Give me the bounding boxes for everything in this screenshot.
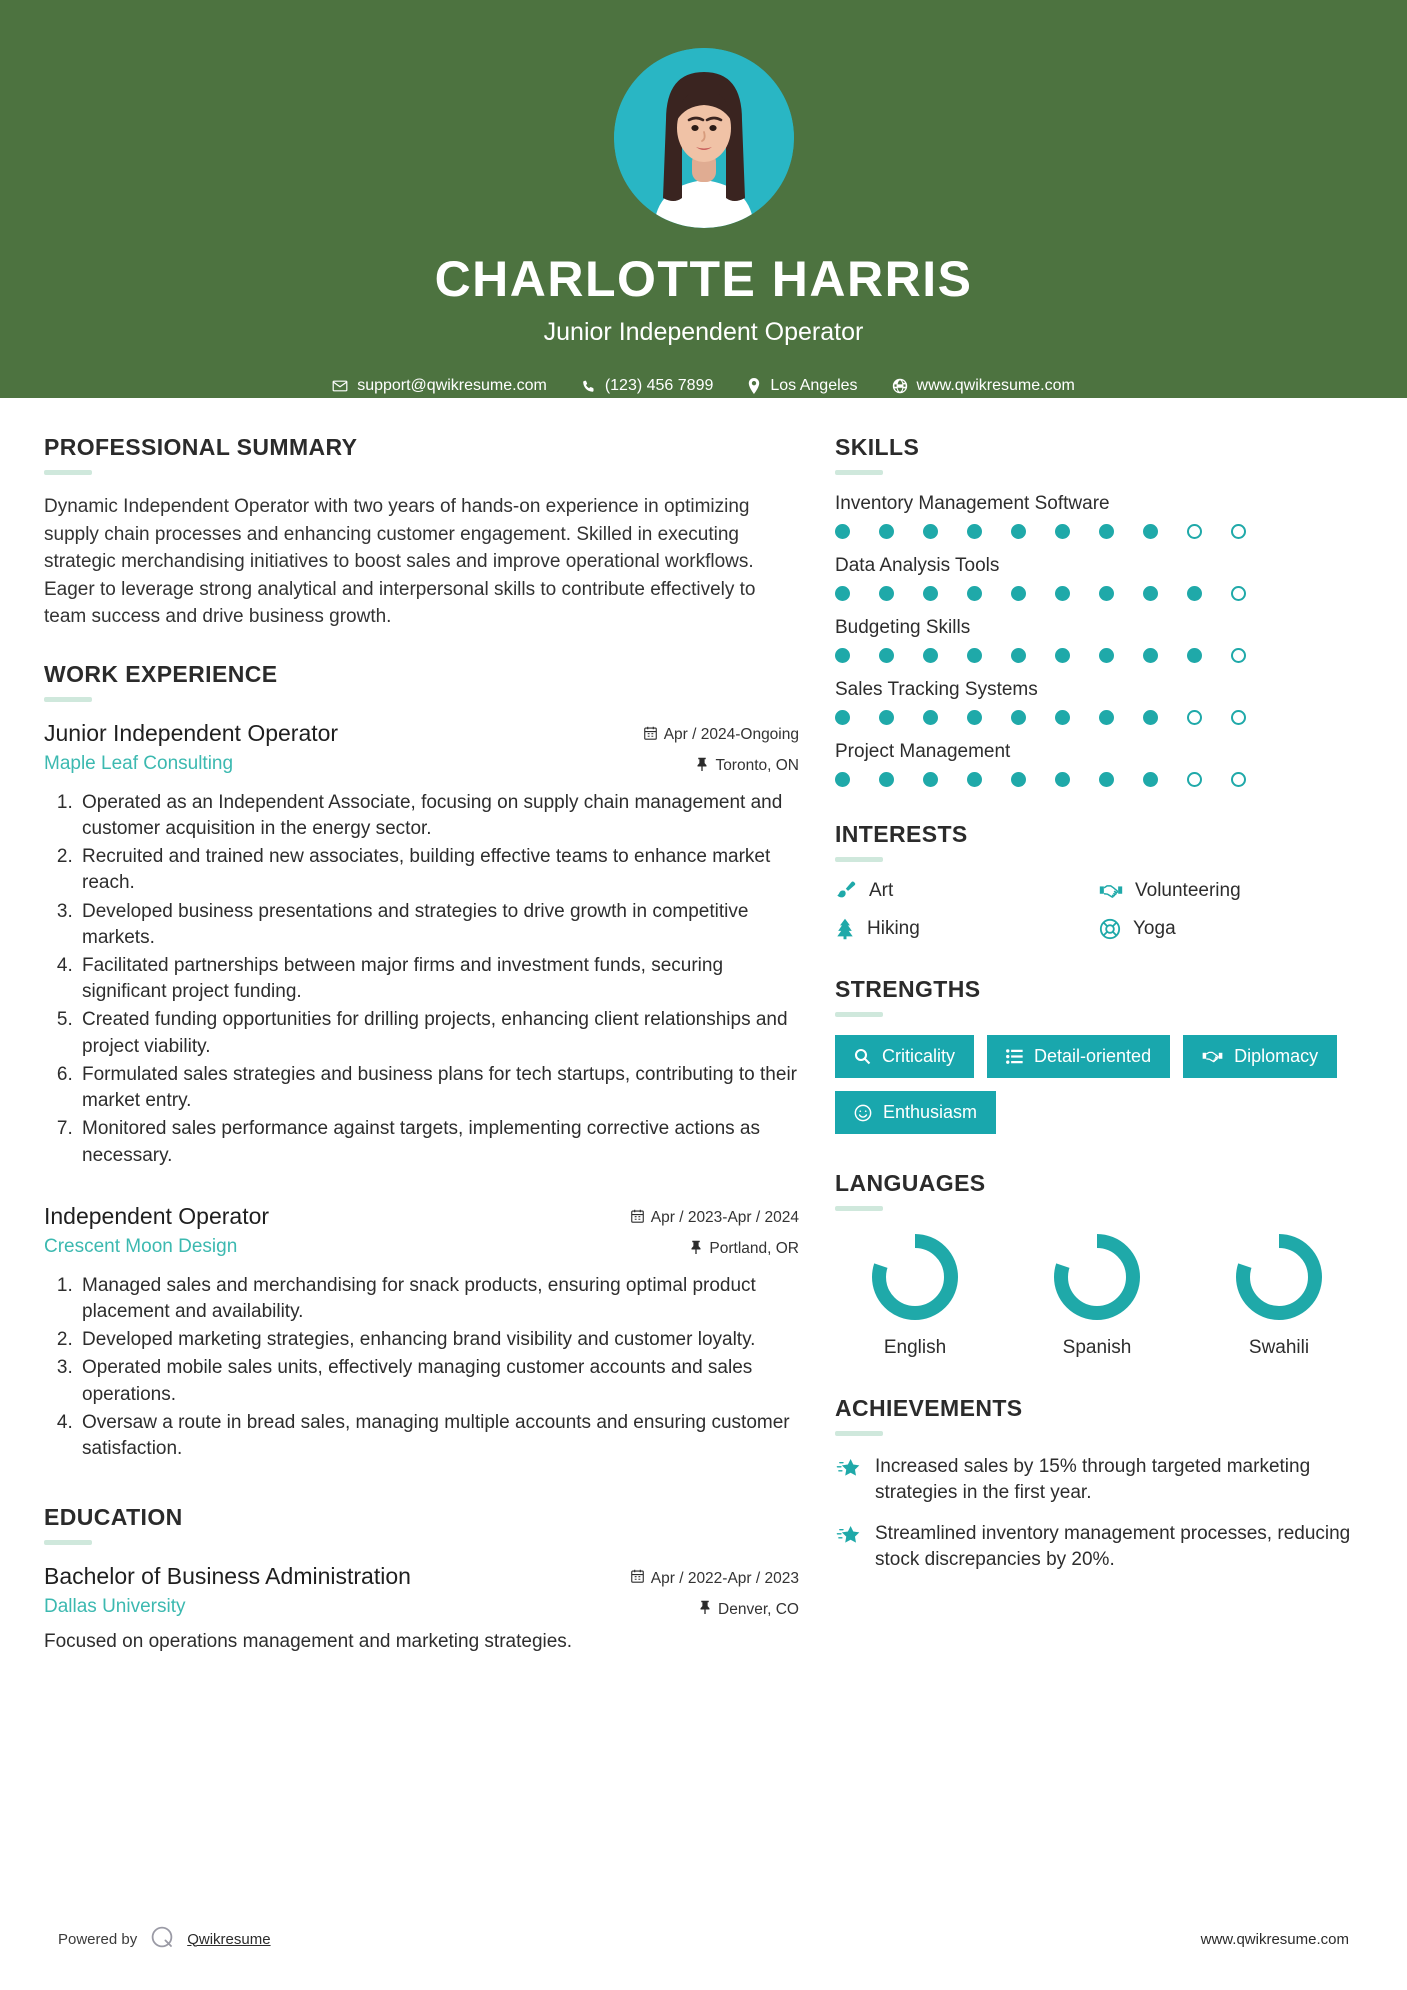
- section-rule: [835, 1012, 883, 1017]
- interest-item: [1099, 918, 1363, 940]
- resume-body: [0, 398, 1407, 1683]
- skill-dot-filled: [1011, 772, 1026, 787]
- education-location: Denver, CO: [718, 1600, 799, 1618]
- skill-dot-cell: [1099, 524, 1143, 539]
- skill-dot-filled: [879, 710, 894, 725]
- contact-location-text: Los Angeles: [770, 377, 858, 394]
- location-pin-icon: [747, 378, 761, 394]
- education-note: Focused on operations management and marketing strategies.: [44, 1631, 573, 1653]
- interest-item: [835, 918, 1099, 940]
- skill-dot-cell: [1143, 586, 1187, 601]
- envelope-icon: [332, 378, 348, 394]
- skill-dot-cell: [1055, 648, 1099, 663]
- right-column: [835, 434, 1363, 1683]
- education-location-line: [589, 1600, 799, 1619]
- candidate-name: CHARLOTTE HARRIS: [434, 251, 973, 307]
- section-strengths: [835, 976, 1363, 1134]
- skill-dot-filled: [1055, 586, 1070, 601]
- achievement-text: Increased sales by 15% through targeted marketing strategies in the first year.: [875, 1456, 1311, 1503]
- skill-dot-filled: [1143, 586, 1158, 601]
- skill-dot-cell: [1055, 586, 1099, 601]
- skill-dot-cell: [967, 586, 1011, 601]
- section-rule: [835, 857, 883, 862]
- pushpin-icon: [696, 757, 708, 776]
- skill-dot-filled: [879, 586, 894, 601]
- section-skills: [835, 434, 1363, 787]
- job-bullet: 3. Developed business presentations and strategies to drive growth in competitive markets.: [78, 899, 799, 951]
- interests-grid: [835, 880, 1363, 940]
- achievement-item: [835, 1454, 1363, 1505]
- interest-label: Hiking: [867, 918, 920, 939]
- footer-website[interactable]: www.qwikresume.com: [1200, 1930, 1349, 1948]
- skill-item: [835, 741, 1363, 787]
- handshake-icon: [1099, 880, 1123, 902]
- strengths-heading: STRENGTHS: [835, 976, 981, 1002]
- section-rule: [44, 1540, 92, 1545]
- skill-dot-filled: [1099, 586, 1114, 601]
- skill-dot-cell: [923, 772, 967, 787]
- language-item: [1017, 1229, 1177, 1359]
- summary-text: Dynamic Independent Operator with two years of hands-on experience in optimizing supply chain processes and enhancing customer engagement. Skilled in executing strategic merchandising initiatives to boost sales and improve operational workflows. Eager to leverage strong analytical and interpersonal skills to contribute effectively to team success and drive business growth.: [44, 496, 756, 628]
- section-languages: [835, 1170, 1363, 1359]
- magnifier-icon: [854, 1048, 871, 1065]
- contact-email[interactable]: [315, 377, 564, 395]
- skill-dot-filled: [967, 586, 982, 601]
- skill-dot-filled: [1011, 648, 1026, 663]
- job-bullet: 1. Operated as an Independent Associate, focusing on supply chain management and customer acquisition in the energy sector.: [78, 790, 799, 842]
- skill-label: Budgeting Skills: [835, 617, 971, 638]
- achievement-item: [835, 1521, 1363, 1572]
- degree-title: Bachelor of Business Administration: [44, 1563, 411, 1590]
- skill-dot-cell: [1231, 586, 1275, 601]
- skill-dot-cell: [1011, 710, 1055, 725]
- skill-dot-cell: [1099, 710, 1143, 725]
- job-bullet: 6. Formulated sales strategies and business plans for tech startups, contributing to their market entry.: [78, 1062, 799, 1114]
- job-bullet: 4. Oversaw a route in bread sales, managing multiple accounts and ensuring customer satisfaction.: [78, 1410, 799, 1462]
- job-bullet: 5. Created funding opportunities for drilling projects, enhancing client relationships and project viability.: [78, 1007, 799, 1059]
- strength-chip-criticality[interactable]: [835, 1035, 974, 1078]
- skill-dot-cell: [967, 524, 1011, 539]
- education-entry-head: [44, 1563, 799, 1619]
- candidate-title: Junior Independent Operator: [543, 318, 864, 346]
- language-donut: [1049, 1229, 1145, 1325]
- skill-dot-cell: [1099, 648, 1143, 663]
- skill-dot-cell: [835, 524, 879, 539]
- skill-dot-cell: [1187, 772, 1231, 787]
- interest-item: [835, 880, 1099, 902]
- skill-dot-filled: [923, 710, 938, 725]
- skill-dot-filled: [835, 524, 850, 539]
- job-company: Maple Leaf Consulting: [44, 752, 234, 774]
- skill-dot-cell: [1187, 648, 1231, 663]
- skill-dot-filled: [1011, 586, 1026, 601]
- education-heading: EDUCATION: [44, 1504, 183, 1531]
- contact-phone-text: (123) 456 7899: [604, 377, 714, 394]
- skill-dot-cell: [1143, 524, 1187, 539]
- section-work-experience: [44, 661, 799, 1463]
- skill-dot-empty: [1231, 524, 1246, 539]
- section-education: [44, 1504, 799, 1653]
- avatar: [614, 48, 794, 228]
- skill-dot-filled: [1055, 648, 1070, 663]
- skill-dot-cell: [967, 710, 1011, 725]
- skill-dot-filled: [1099, 524, 1114, 539]
- skill-dot-cell: [1231, 710, 1275, 725]
- skill-dot-filled: [1187, 586, 1202, 601]
- language-donut: [1231, 1229, 1327, 1325]
- strength-label: Detail-oriented: [1034, 1046, 1152, 1066]
- pushpin-icon: [699, 1600, 711, 1619]
- education-entry: [44, 1563, 799, 1653]
- job-company: Crescent Moon Design: [44, 1235, 238, 1257]
- skill-dot-filled: [967, 524, 982, 539]
- skill-dot-cell: [1011, 586, 1055, 601]
- avatar-photo: [614, 48, 794, 228]
- section-rule: [835, 1431, 883, 1436]
- section-summary: [44, 434, 799, 631]
- skill-dot-cell: [1099, 586, 1143, 601]
- skill-dot-filled: [923, 524, 938, 539]
- skill-dot-cell: [1231, 648, 1275, 663]
- skill-dot-cell: [835, 648, 879, 663]
- skill-label: Sales Tracking Systems: [835, 679, 1038, 700]
- education-dates: Apr / 2022-Apr / 2023: [650, 1569, 799, 1587]
- skill-dot-filled: [967, 772, 982, 787]
- job-location-line: [589, 757, 799, 776]
- job-location: Toronto, ON: [715, 757, 799, 775]
- lifebuoy-icon: [1099, 918, 1121, 940]
- skill-dot-filled: [1143, 772, 1158, 787]
- skill-dot-cell: [923, 648, 967, 663]
- contact-website[interactable]: [875, 377, 1092, 395]
- footer-brand-link[interactable]: Qwikresume: [187, 1930, 271, 1948]
- skill-dot-cell: [835, 772, 879, 787]
- skill-dot-cell: [923, 586, 967, 601]
- page-footer: [0, 1924, 1407, 1954]
- skills-heading: SKILLS: [835, 434, 920, 460]
- skill-dot-filled: [835, 772, 850, 787]
- skill-dot-empty: [1187, 710, 1202, 725]
- list-icon: [1006, 1049, 1023, 1064]
- skill-dot-filled: [1011, 524, 1026, 539]
- skill-dot-filled: [1055, 772, 1070, 787]
- skill-dot-filled: [923, 586, 938, 601]
- skill-dot-empty: [1231, 772, 1246, 787]
- strengths-list: [835, 1035, 1363, 1134]
- job-bullet: 2. Developed marketing strategies, enhancing brand visibility and customer loyalty.: [78, 1327, 799, 1353]
- skill-dot-cell: [1011, 648, 1055, 663]
- job-bullet: 3. Operated mobile sales units, effectively managing customer accounts and sales operations.: [78, 1355, 799, 1407]
- work-entry-head: [44, 720, 799, 776]
- skill-dot-empty: [1231, 710, 1246, 725]
- job-role: Junior Independent Operator: [44, 719, 339, 746]
- phone-icon: [581, 379, 596, 394]
- skill-dot-filled: [923, 648, 938, 663]
- resume-header: [0, 0, 1407, 398]
- skill-dot-cell: [835, 710, 879, 725]
- skill-dot-cell: [1055, 524, 1099, 539]
- skill-dot-filled: [1143, 648, 1158, 663]
- skill-dot-filled: [1055, 710, 1070, 725]
- strength-chip-enthusiasm[interactable]: [835, 1091, 996, 1134]
- skill-dot-cell: [835, 586, 879, 601]
- calendar-icon: [644, 726, 657, 745]
- work-entry: [44, 1203, 799, 1463]
- summary-heading: PROFESSIONAL SUMMARY: [44, 434, 358, 460]
- skill-dot-empty: [1187, 524, 1202, 539]
- skill-dot-cell: [1187, 524, 1231, 539]
- skill-item: [835, 555, 1363, 601]
- skill-label: Project Management: [835, 741, 1011, 762]
- language-donut: [867, 1229, 963, 1325]
- contact-row: [0, 377, 1407, 395]
- star-badge-icon: [835, 1454, 861, 1486]
- work-entry: [44, 720, 799, 1169]
- skill-rating: [835, 648, 1363, 663]
- skill-label: Inventory Management Software: [835, 493, 1110, 514]
- achievements-heading: ACHIEVEMENTS: [835, 1395, 1023, 1421]
- job-location: Portland, OR: [709, 1240, 799, 1258]
- paintbrush-icon: [835, 880, 857, 902]
- skill-dot-cell: [879, 524, 923, 539]
- tree-icon: [835, 918, 855, 940]
- skill-dot-filled: [835, 586, 850, 601]
- skill-dot-cell: [879, 586, 923, 601]
- language-label: Swahili: [1248, 1337, 1310, 1358]
- section-rule: [44, 697, 92, 702]
- skill-dot-filled: [1143, 524, 1158, 539]
- skill-dot-cell: [967, 648, 1011, 663]
- school-name: Dallas University: [44, 1596, 186, 1618]
- skill-dot-filled: [835, 648, 850, 663]
- skill-item: [835, 493, 1363, 539]
- skill-dot-cell: [1143, 772, 1187, 787]
- skill-dot-filled: [879, 772, 894, 787]
- contact-email-text: support@qwikresume.com: [357, 377, 547, 394]
- skill-dot-cell: [1099, 772, 1143, 787]
- skill-dot-cell: [879, 772, 923, 787]
- skill-dot-filled: [967, 648, 982, 663]
- smiley-icon: [854, 1104, 872, 1122]
- skill-dot-empty: [1231, 586, 1246, 601]
- job-meta: [589, 720, 799, 776]
- skill-dot-cell: [1231, 772, 1275, 787]
- contact-website-text: www.qwikresume.com: [916, 377, 1075, 394]
- job-bullets: [44, 1273, 799, 1463]
- work-entry-head: [44, 1203, 799, 1259]
- skill-rating: [835, 586, 1363, 601]
- skill-item: [835, 617, 1363, 663]
- section-interests: [835, 821, 1363, 940]
- contact-location[interactable]: [730, 377, 874, 395]
- interest-label: Yoga: [1133, 918, 1176, 939]
- pushpin-icon: [690, 1240, 702, 1259]
- skill-dot-cell: [1055, 710, 1099, 725]
- skill-item: [835, 679, 1363, 725]
- strength-chip-diplomacy[interactable]: [1183, 1035, 1337, 1078]
- job-bullet: 4. Facilitated partnerships between major firms and investment funds, securing significant project funding.: [78, 953, 799, 1005]
- qwikresume-logo-icon: [149, 1924, 175, 1954]
- globe-icon: [892, 378, 908, 394]
- strength-label: Diplomacy: [1234, 1046, 1319, 1066]
- skill-dot-cell: [1231, 524, 1275, 539]
- skill-dot-cell: [1011, 524, 1055, 539]
- skill-dot-cell: [967, 772, 1011, 787]
- achievement-text: Streamlined inventory management processes, reducing stock discrepancies by 20%.: [875, 1523, 1351, 1570]
- strength-label: Criticality: [882, 1046, 956, 1066]
- contact-phone[interactable]: [564, 377, 731, 395]
- education-meta: [589, 1563, 799, 1619]
- calendar-icon: [631, 1569, 644, 1588]
- skill-dot-filled: [1099, 772, 1114, 787]
- skill-dot-cell: [923, 524, 967, 539]
- education-dates-line: [589, 1569, 799, 1588]
- languages-list: [835, 1229, 1363, 1359]
- skill-dot-empty: [1187, 772, 1202, 787]
- skill-dot-filled: [923, 772, 938, 787]
- interest-label: Volunteering: [1135, 880, 1241, 901]
- job-bullet: 1. Managed sales and merchandising for snack products, ensuring optimal product placement and availability.: [78, 1273, 799, 1325]
- skill-rating: [835, 772, 1363, 787]
- languages-heading: LANGUAGES: [835, 1170, 986, 1196]
- section-achievements: [835, 1395, 1363, 1573]
- skill-dot-cell: [1143, 710, 1187, 725]
- interests-heading: INTERESTS: [835, 821, 968, 847]
- job-bullet: 7. Monitored sales performance against targets, implementing corrective actions as necessary.: [78, 1116, 799, 1168]
- skill-dot-cell: [879, 648, 923, 663]
- strength-label: Enthusiasm: [883, 1102, 978, 1122]
- interest-label: Art: [869, 880, 894, 901]
- skill-dot-cell: [879, 710, 923, 725]
- skill-dot-cell: [1143, 648, 1187, 663]
- skill-dot-cell: [1055, 772, 1099, 787]
- job-dates-line: [589, 1209, 799, 1228]
- job-meta: [589, 1203, 799, 1259]
- skill-dot-empty: [1231, 648, 1246, 663]
- job-bullet: 2. Recruited and trained new associates, building effective teams to enhance market reach.: [78, 844, 799, 896]
- language-item: [1199, 1229, 1359, 1359]
- skill-dot-filled: [1055, 524, 1070, 539]
- skill-dot-filled: [835, 710, 850, 725]
- interest-item: [1099, 880, 1363, 902]
- language-label: English: [883, 1337, 947, 1358]
- skill-dot-cell: [1187, 586, 1231, 601]
- language-item: [835, 1229, 995, 1359]
- skill-rating: [835, 524, 1363, 539]
- calendar-icon: [631, 1209, 644, 1228]
- skill-dot-filled: [1099, 710, 1114, 725]
- skill-dot-filled: [1011, 710, 1026, 725]
- skill-dot-filled: [879, 524, 894, 539]
- left-column: [44, 434, 799, 1683]
- work-heading: WORK EXPERIENCE: [44, 660, 278, 687]
- skill-dot-cell: [1011, 772, 1055, 787]
- section-rule: [835, 470, 883, 475]
- job-dates: Apr / 2023-Apr / 2024: [650, 1209, 799, 1227]
- skill-dot-filled: [1187, 648, 1202, 663]
- skill-dot-filled: [1099, 648, 1114, 663]
- section-rule: [835, 1206, 883, 1211]
- skill-dot-cell: [923, 710, 967, 725]
- job-bullets: [44, 790, 799, 1169]
- skill-rating: [835, 710, 1363, 725]
- job-location-line: [589, 1240, 799, 1259]
- section-rule: [44, 470, 92, 475]
- language-label: Spanish: [1062, 1337, 1132, 1358]
- skill-label: Data Analysis Tools: [835, 555, 1000, 576]
- footer-powered-by: [58, 1924, 271, 1954]
- handshake-icon: [1202, 1048, 1223, 1065]
- job-dates-line: [589, 726, 799, 745]
- strength-chip-detail-oriented[interactable]: [987, 1035, 1170, 1078]
- skill-dot-filled: [1143, 710, 1158, 725]
- powered-by-label: Powered by: [58, 1930, 138, 1948]
- skill-dot-filled: [879, 648, 894, 663]
- skill-dot-filled: [967, 710, 982, 725]
- skill-dot-cell: [1187, 710, 1231, 725]
- job-role: Independent Operator: [44, 1202, 270, 1229]
- job-dates: Apr / 2024-Ongoing: [663, 726, 799, 744]
- star-badge-icon: [835, 1521, 861, 1553]
